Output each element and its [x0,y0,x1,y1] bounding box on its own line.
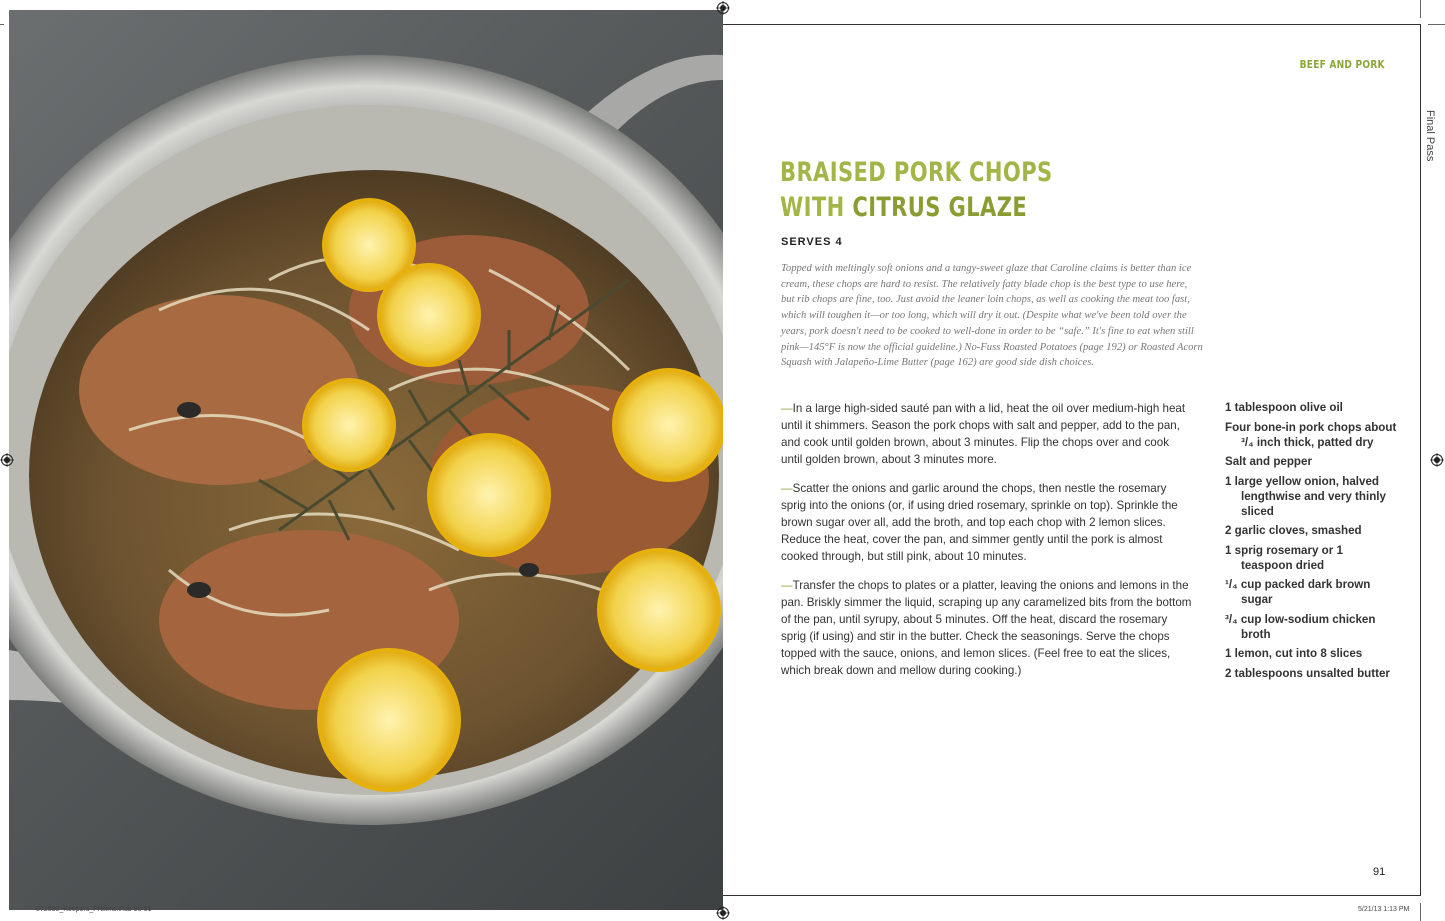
ingredient-item: ¹/₄ cup packed dark brown sugar [1225,578,1371,606]
registration-mark-icon [716,906,730,920]
ingredient-item: 1 lemon, cut into 8 slices [1225,647,1363,660]
recipe-intro: Topped with meltingly soft onions and a tangy-sweet glaze that Caroline claims is better than ice cream, these chops are hard to resist. The relatively fatty blade chop is the best type to use here, but rib chops are fine, too. Just avoid the leaner loin chops, as well as cooking the meat too fast, which will toughen it—or too long, which will dry it out. (Despite what we've been told over the years, pork doesn't need to be cooked to well-done in order to be “safe.” It's fine to eat when still pink—145°F is now the official guideline.) No-Fuss Roasted Potatoes (page 192) or Roasted Acorn Squash with Jalapeño-Lime Butter (page 162) are good side dish choices. [781,263,1203,369]
print-slug-date: 5/21/13 1:13 PM [1358,906,1410,913]
ingredient-item: 1 large yellow onion, halved lengthwise and very thinly sliced [1225,474,1386,518]
title-line-2-light: WITH [780,192,845,223]
step-dash: — [781,402,793,415]
step-dash: — [781,482,793,495]
ingredient-item: Salt and pepper [1225,455,1312,468]
method-step: —In a large high-sided sauté pan with a lid, heat the oil over medium-high heat until it shimmers. Season the pork chops with salt and pepper, add to the pan, and cook until golden brown, about 3 minutes. Flip the chops over and cook until golden brown, about 3 minutes more. [781,402,1186,466]
method-step: —Transfer the chops to plates or a platter, leaving the onions and lemons in the pan. Briskly simmer the liquid, scraping up any caramelized bits from the bottom of the pan, until syrupy, about 5 minutes. Off the heat, discard the rosemary sprig (if using) and stir in the butter. Check the seasonings. Serve the chops topped with the sauce, onions, and lemon slices. (Feel free to eat the slices, which break down and mellow during cooking.) [781,579,1192,677]
recipe-photo [9,10,723,910]
step-dash: — [781,579,793,592]
side-label: Final Pass [1424,110,1436,162]
title-line-2-dark: CITRUS GLAZE [852,192,1028,223]
crop-mark [1428,24,1445,25]
ingredient-item: ³/₄ cup low-sodium chicken broth [1225,612,1376,641]
title-line-2 [780,190,1108,225]
section-label: BEEF AND PORK [1299,58,1385,71]
method-step: —Scatter the onions and garlic around the chops, then nestle the rosemary sprig into the onions (or, if using dried rosemary, sprinkle on top). Sprinkle the brown sugar over all, add the broth, and top each chop with 2 lemon slices. Reduce the heat, cover the pan, and simmer gently until the pork is almost cooked through, but still pink, about 10 minutes. [781,482,1178,563]
ingredient-item: 2 garlic cloves, smashed [1225,524,1362,537]
recipe-title [780,155,1108,225]
ingredient-item: Four bone-in pork chops about ³/₄ inch thick, patted dry [1225,420,1397,449]
crop-mark [1420,903,1421,921]
registration-mark-icon [0,453,14,467]
page-number: 91 [1373,866,1386,878]
title-line-1: BRAISED PORK CHOPS [780,157,1053,188]
crop-mark [0,24,4,25]
ingredient-list [1225,400,1397,685]
ingredient-item: 2 tablespoons unsalted butter [1225,666,1390,680]
crop-mark [1420,0,1421,18]
registration-mark-icon [1430,453,1444,467]
registration-mark-icon [716,1,730,15]
ingredient-item: 1 sprig rosemary or 1 teaspoon dried [1225,543,1343,572]
serves-label: SERVES 4 [781,236,843,248]
print-slug-file: 072690_Keepers_Prelims.indb 90-91 [36,906,152,913]
ingredient-item: 1 tablespoon olive oil [1225,401,1343,414]
method-steps [781,400,1193,691]
